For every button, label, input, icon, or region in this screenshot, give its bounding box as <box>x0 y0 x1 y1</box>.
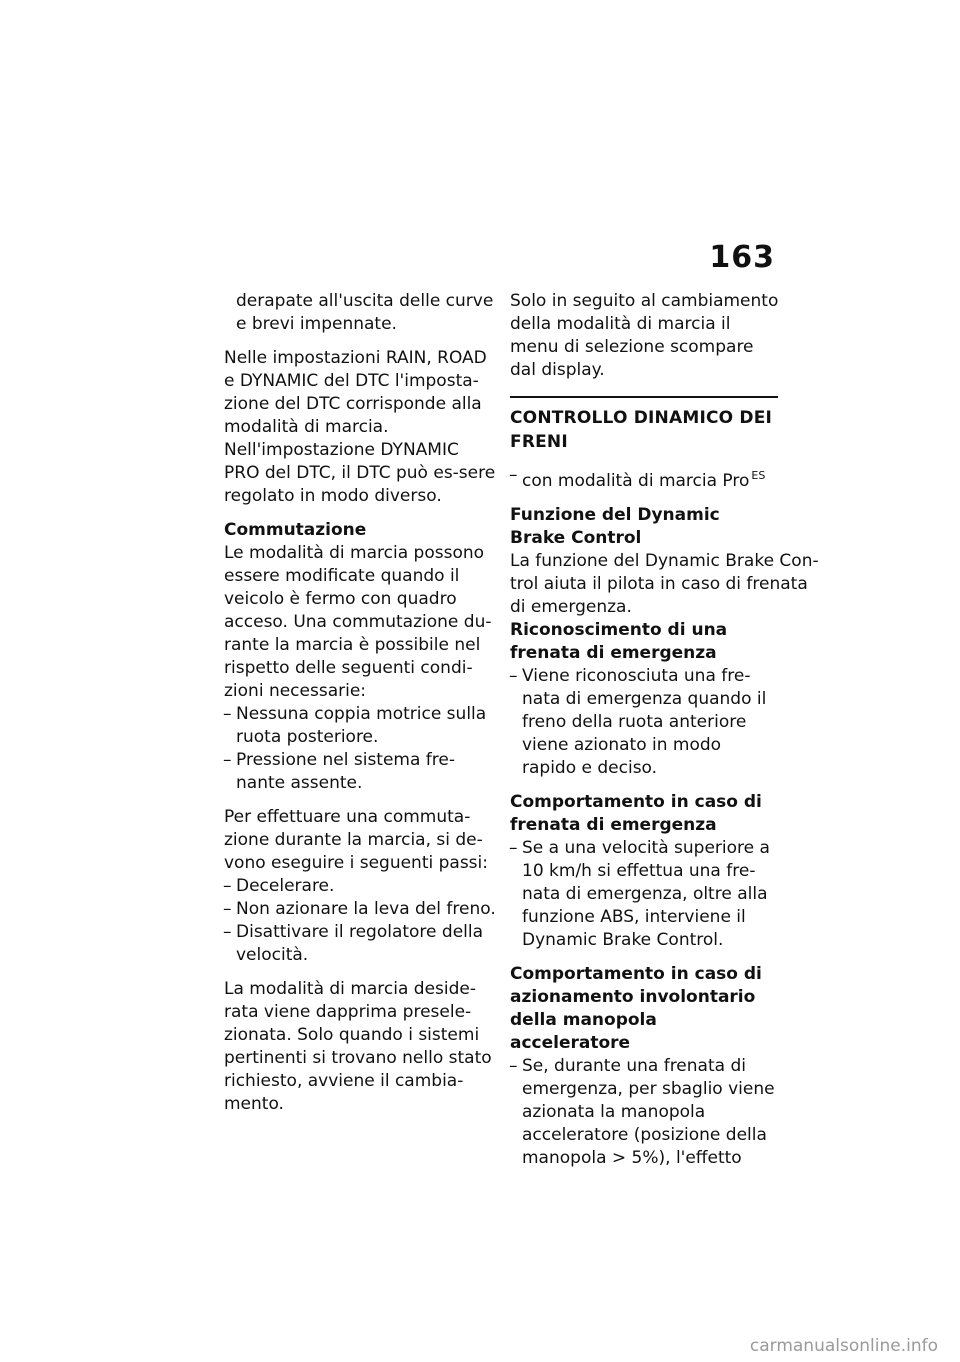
paragraph-menu-disappears: Solo in seguito al cambiamento della modalità di marcia il menu di selezione scompare dal display. <box>510 291 779 380</box>
paragraph-funzione: La funzione del Dynamic Brake Con-trol aiuta il pilota in caso di frenata di emergenza. <box>510 551 819 617</box>
list-item-comportamento-frenata: – Se a una velocità superiore a 10 km/h si effettua una fre-nata di emergenza, oltre alla funzione ABS, interviene il Dynamic Brake Control. <box>510 837 780 952</box>
list-item-condition: – Nessuna coppia motrice sulla ruota posteriore. <box>224 703 496 749</box>
list-item-riconoscimento: – Viene riconosciuta una fre-nata di emergenza quando il freno della ruota anteriore viene azionato in modo rapido e deciso. <box>510 665 780 780</box>
heading-funzione: Funzione del Dynamic Brake Control <box>510 505 720 548</box>
option-text: con modalità di marcia Pro <box>522 471 750 491</box>
heading-riconoscimento: Riconoscimento di una frenata di emergenza <box>510 620 728 663</box>
paragraph-dynamic-pro: Nell'impostazione DYNAMIC PRO del DTC, il DTC può es-sere regolato in modo diverso. <box>224 440 496 506</box>
option-superscript: ES <box>751 469 766 482</box>
option-note <box>510 464 822 493</box>
heading-commutazione: Commutazione <box>224 520 367 540</box>
section-title: CONTROLLO DINAMICO DEI FRENI <box>510 408 773 452</box>
list-item-step: – Non azionare la leva del freno. <box>224 898 496 921</box>
left-column <box>224 290 496 1127</box>
heading-comportamento-acceleratore: Comportamento in caso di azionamento involontario della manopola acceleratore <box>510 964 762 1053</box>
paragraph-dtc-settings: Nelle impostazioni RAIN, ROAD e DYNAMIC del DTC l'imposta-zione del DTC corrisponde alla modalità di marcia. <box>224 348 487 437</box>
heading-comportamento-frenata: Comportamento in caso di frenata di emergenza <box>510 792 762 835</box>
paragraph-commutazione: Le modalità di marcia possono essere modificate quando il veicolo è fermo con quadro acceso. Una commutazione du-rante la marcia è possibile nel rispetto delle seguenti condi-zioni necessarie: <box>224 543 492 701</box>
page-number: 163 <box>709 240 775 275</box>
right-column <box>510 290 822 1170</box>
list-item-condition: – Pressione nel sistema fre-nante assente. <box>224 749 496 795</box>
watermark: carmanualsonline.info <box>749 1336 938 1356</box>
paragraph-steps-intro: Per effettuare una commuta-zione durante la marcia, si de-vono eseguire i seguenti passi: <box>224 807 488 873</box>
list-item-comportamento-acceleratore: – Se, durante una frenata di emergenza, per sbaglio viene azionata la manopola acceleratore (posizione della manopola > 5%), l'effetto <box>510 1055 780 1170</box>
continued-text: derapate all'uscita delle curve e brevi impennate. <box>236 291 494 334</box>
paragraph-preselection: La modalità di marcia deside-rata viene dapprima presele-zionata. Solo quando i sistemi pertinenti si trovano nello stato richiesto, avviene il cambia-mento. <box>224 979 492 1114</box>
section-divider <box>510 396 778 398</box>
list-item-step: – Disattivare il regolatore della velocità. <box>224 921 496 967</box>
list-item-step: – Decelerare. <box>224 875 496 898</box>
